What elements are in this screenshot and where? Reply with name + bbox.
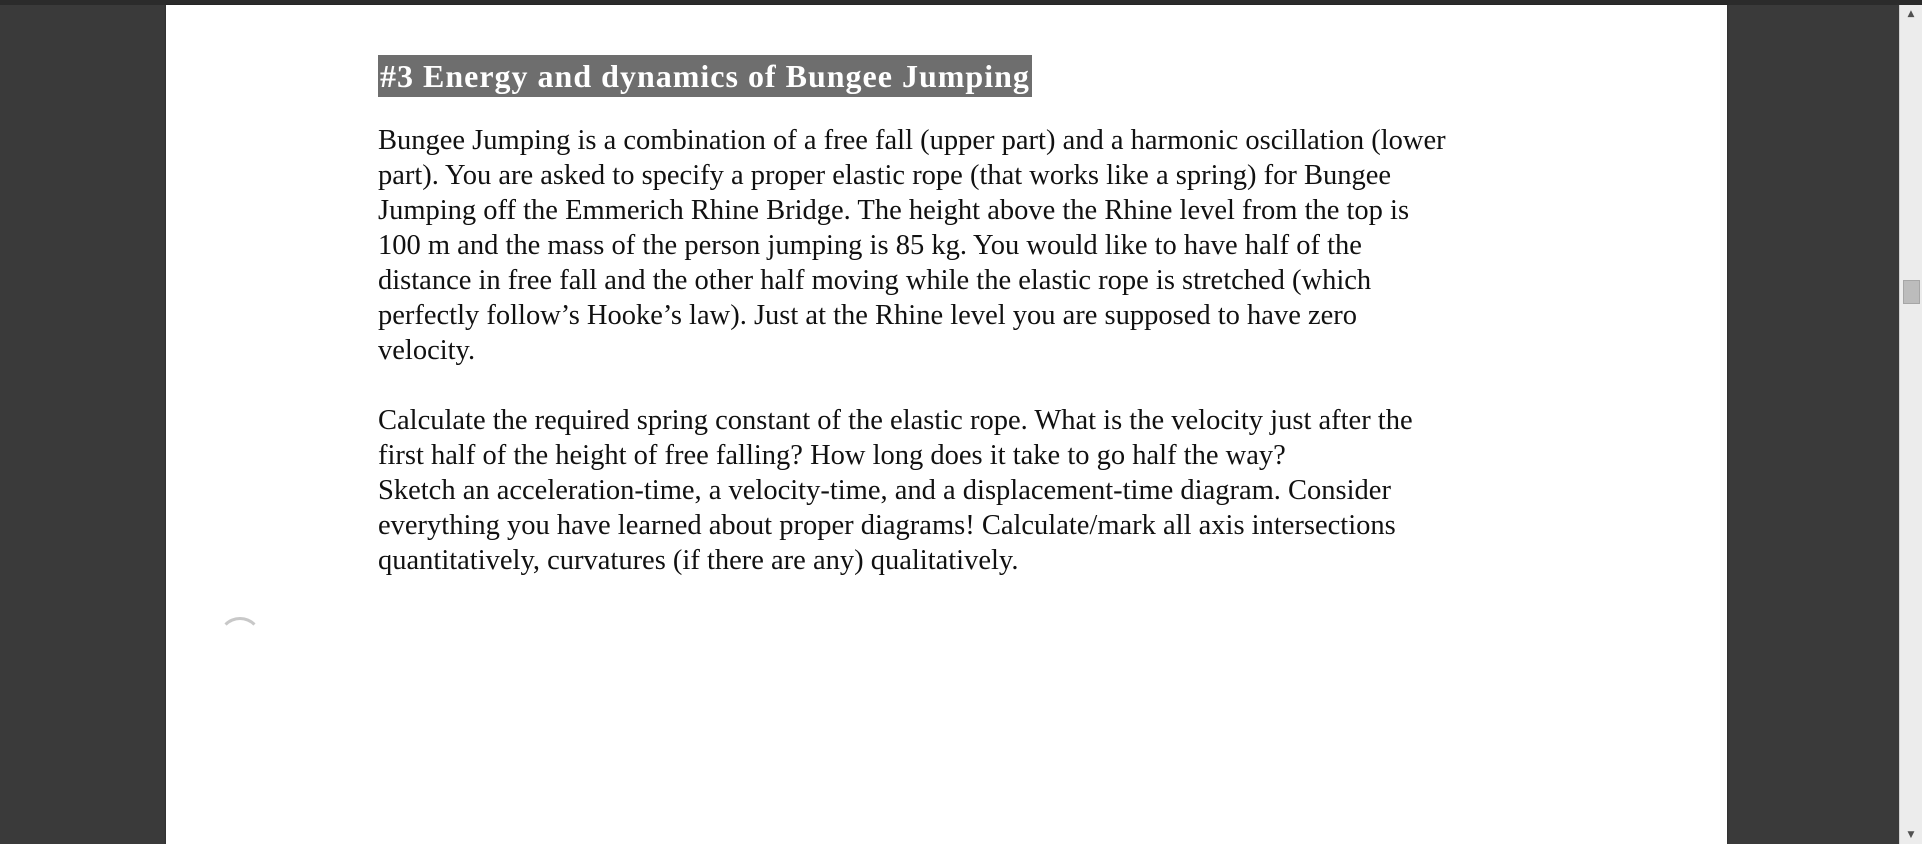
text-line: Bungee Jumping is a combination of a free fall (upper part) and a harmonic oscillation (lower <box>378 125 1446 156</box>
text-line: everything you have learned about proper diagrams! Calculate/mark all axis intersections <box>378 510 1396 541</box>
text-line: Sketch an acceleration-time, a velocity-time, and a displacement-time diagram. Consider <box>378 475 1391 506</box>
text-line: perfectly follow’s Hooke’s law). Just at the Rhine level you are supposed to have zero <box>378 300 1358 331</box>
scroll-up-arrow-icon[interactable]: ▲ <box>1907 9 1915 19</box>
scrollbar-thumb[interactable] <box>1903 280 1920 304</box>
text-line: quantitatively, curvatures (if there are any) qualitatively. <box>378 545 1019 576</box>
text-line: distance in free fall and the other half moving while the elastic rope is stretched (which <box>378 265 1372 296</box>
document-page <box>166 5 1727 844</box>
text-line: 100 m and the mass of the person jumping is 85 kg. You would like to have half of the <box>378 230 1362 261</box>
text-line: part). You are asked to specify a proper elastic rope (that works like a spring) for Bungee <box>378 160 1392 191</box>
text-line: first half of the height of free falling? How long does it take to go half the way? <box>378 440 1286 471</box>
problem-paragraph-1 <box>378 123 1598 368</box>
vertical-scrollbar[interactable] <box>1899 5 1922 844</box>
page-content <box>378 55 1598 578</box>
problem-paragraph-2 <box>378 403 1598 578</box>
scroll-down-arrow-icon[interactable]: ▼ <box>1907 830 1915 840</box>
text-line: velocity. <box>378 335 476 366</box>
page-heading: #3 Energy and dynamics of Bungee Jumping <box>378 55 1032 97</box>
document-viewer[interactable] <box>0 5 1899 844</box>
text-line: Calculate the required spring constant of the elastic rope. What is the velocity just after the <box>378 405 1413 436</box>
text-line: Jumping off the Emmerich Rhine Bridge. The height above the Rhine level from the top is <box>378 195 1410 226</box>
loading-spinner-icon <box>218 617 262 661</box>
